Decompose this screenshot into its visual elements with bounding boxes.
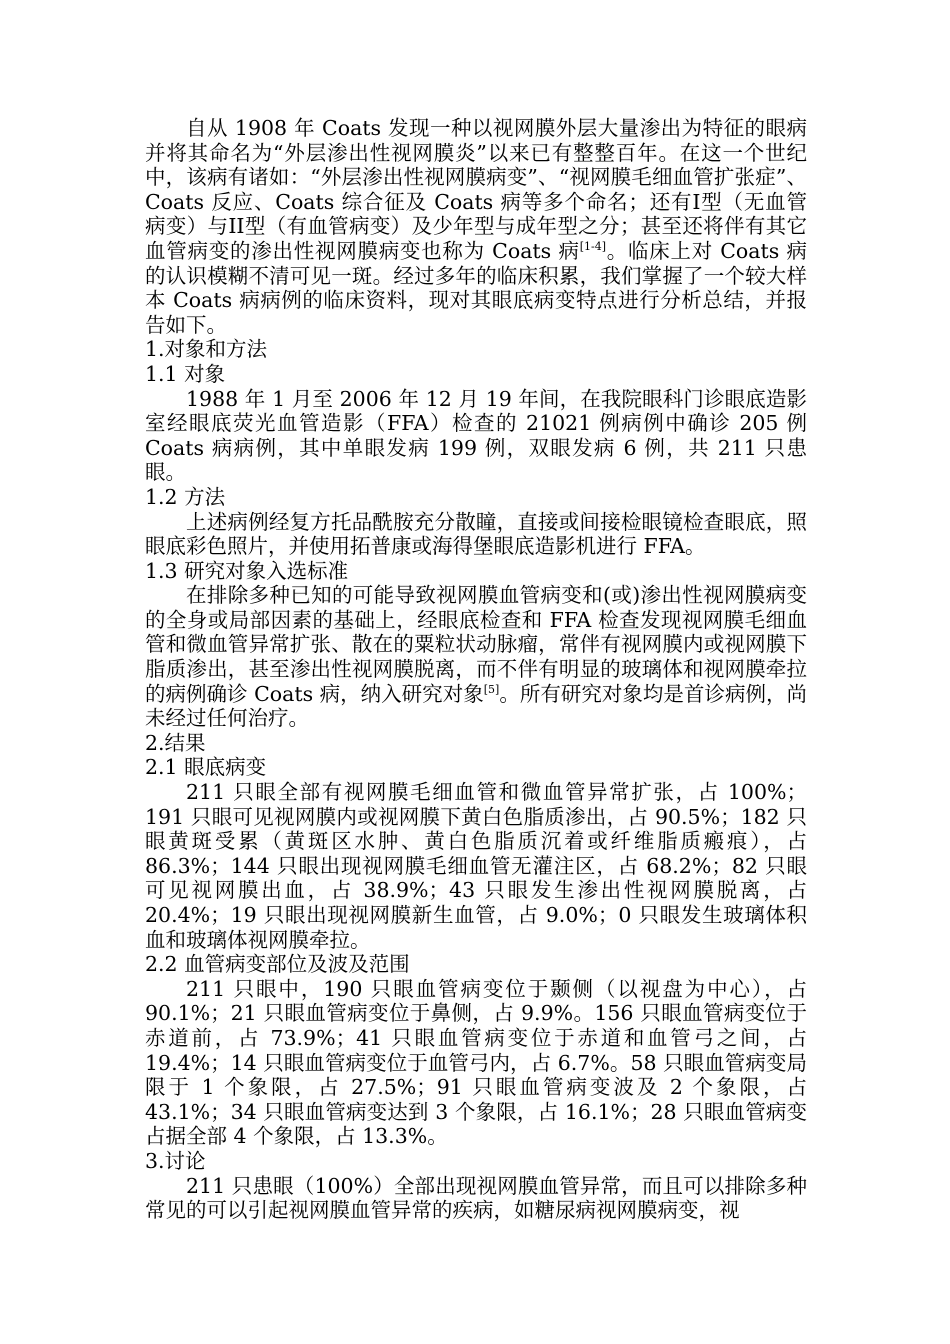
section-1-heading: 1.对象和方法 — [145, 337, 268, 362]
section-2-heading: 2.结果 — [145, 730, 206, 755]
intro-text-after: 。临床上对 Coats 病的认识模糊不清可见一斑。经过多年的临床积累，我们掌握了一个较大样本 Coats 病病例的临床资料，现对其眼底病变特点进行分析总结，并报告如下。 — [145, 238, 807, 337]
section-1-3-heading: 1.3 研究对象入选标准 — [145, 558, 349, 583]
section-2-1-heading: 2.1 眼底病变 — [145, 755, 267, 780]
section-1-2-heading: 1.2 方法 — [145, 484, 226, 509]
intro-reference: [1-4] — [579, 240, 606, 254]
section-1-1-heading: 1.1 对象 — [145, 361, 226, 386]
section-1-3-reference: [5] — [483, 682, 500, 696]
section-1-1-paragraph: 1988 年 1 月至 2006 年 12 月 19 年间，在我院眼科门诊眼底造影室经眼底荧光血管造影（FFA）检查的 21021 例病例中确诊 205 例 Coats 病病例，其中单眼发病 199 例，双眼发病 6 例，共 211 只患眼。 — [145, 386, 807, 485]
section-1-3-text: 在排除多种已知的可能导致视网膜血管病变和(或)渗出性视网膜病变的全身或局部因素的基础上，经眼底检查和 FFA 检查发现视网膜毛细血管和微血管异常扩张、散在的粟粒状动脉瘤，常伴有视网膜内或视网膜下脂质渗出，甚至渗出性视网膜脱离，而不伴有明显的玻璃体和视网膜牵拉的病例确诊 Coats 病，纳入研究对象 — [145, 583, 807, 706]
section-1-2-paragraph: 上述病例经复方托品酰胺充分散瞳，直接或间接检眼镜检查眼底，照眼底彩色照片，并使用拓普康或海得堡眼底造影机进行 FFA。 — [145, 509, 807, 559]
section-1-3-paragraph — [145, 583, 807, 731]
section-3-paragraph: 211 只患眼（100%）全部出现视网膜血管异常，而且可以排除多种常见的可以引起视网膜血管异常的疾病，如糖尿病视网膜病变，视 — [145, 1173, 807, 1223]
section-2-2-paragraph: 211 只眼中，190 只眼血管病变位于颞侧（以视盘为中心），占 90.1%；21 只眼血管病变位于鼻侧，占 9.9%。156 只眼血管病变位于赤道前，占 73.9%；41 只眼血管病变位于赤道和血管弓之间，占 19.4%；14 只眼血管病变位于血管弓内，占 6.7%。58 只眼血管病变局限于 1 个象限，占 27.5%；91 只眼血管病变波及 2 个象限，占 43.1%；34 只眼血管病变达到 3 个象限，占 16.1%；28 只眼血管病变占据全部 4 个象限，占 13.3%。 — [145, 976, 807, 1149]
document-body — [145, 116, 807, 1223]
intro-text: 自从 1908 年 Coats 发现一种以视网膜外层大量渗出为特征的眼病并将其命名为“外层渗出性视网膜炎”以来已有整整百年。在这一个世纪中，该病有诸如：“外层渗出性视网膜病变”、“视网膜毛细血管扩张症”、Coats 反应、Coats 综合征及 Coats 病等多个命名；还有I型（无血管病变）与II型（有血管病变）及少年型与成年型之分；甚至还将伴有其它血管病变的渗出性视网膜病变也称为 Coats 病 — [145, 116, 807, 263]
section-1-3-text-after: 。所有研究对象均是首诊病例，尚未经过任何治疗。 — [145, 681, 808, 731]
section-2-1-paragraph: 211 只眼全部有视网膜毛细血管和微血管异常扩张，占 100%；191 只眼可见视网膜内或视网膜下黄白色脂质渗出，占 90.5%；182 只眼黄斑受累（黄斑区水肿、黄白色脂质沉着或纤维脂质瘢痕），占 86.3%；144 只眼出现视网膜毛细血管无灌注区，占 68.2%；82 只眼可见视网膜出血，占 38.9%；43 只眼发生渗出性视网膜脱离，占 20.4%；19 只眼出现视网膜新生血管，占 9.0%；0 只眼发生玻璃体积血和玻璃体视网膜牵拉。 — [145, 780, 807, 952]
section-3-heading: 3.讨论 — [145, 1148, 206, 1173]
intro-paragraph — [145, 116, 807, 337]
section-2-2-heading: 2.2 血管病变部位及波及范围 — [145, 952, 410, 977]
